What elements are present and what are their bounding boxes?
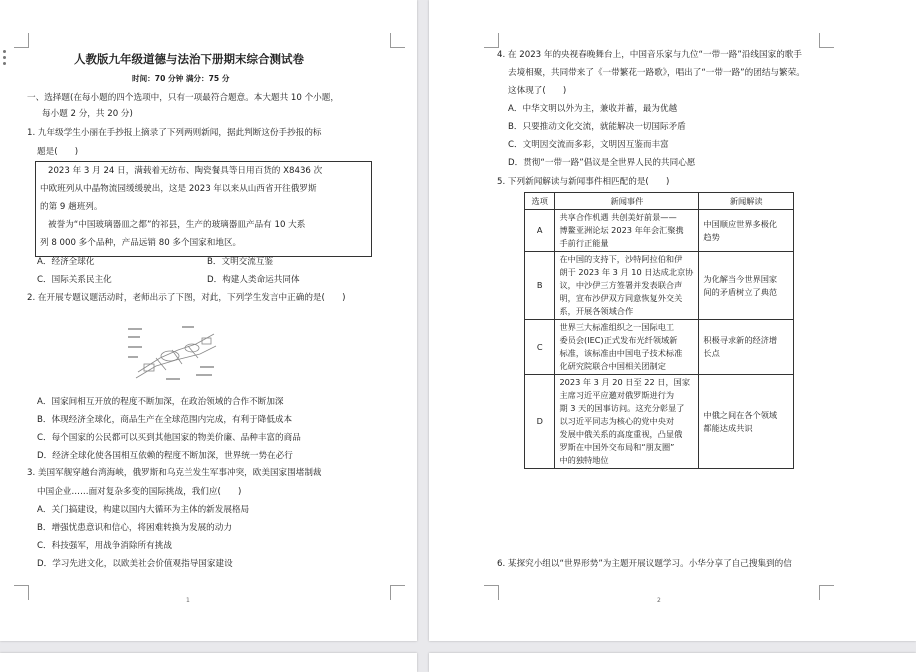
cell-line: 明，宣布沙伊双方同意恢复外交关 <box>559 293 683 303</box>
table-row <box>525 375 794 469</box>
question-1-stem: 1. 九年级学生小丽在手抄报上摘录了下列两则新闻，据此判断这份手抄报的标 <box>27 128 322 138</box>
document-page-2 <box>429 0 916 641</box>
cell-line: 标准，该标准由中国电子技术标准 <box>559 348 683 358</box>
q1-option-b: B．文明交流互鉴 <box>207 257 274 267</box>
cell-line: 长点 <box>703 348 720 358</box>
cell-line: 中国顺应世界多极化 <box>703 218 778 229</box>
cell-line: 罗斯在中国外交布局和“朋友圈” <box>559 442 675 452</box>
news-reading-cell <box>699 320 794 375</box>
column-header: 新闻解读 <box>699 193 794 210</box>
cell-line: 手前行正能量 <box>559 238 609 248</box>
crop-mark <box>484 33 499 48</box>
news-event-cell <box>555 252 699 320</box>
q1-option-c: C．国际关系民主化 <box>37 275 112 285</box>
crop-mark <box>14 33 29 48</box>
cell-line: 世界三大标准组织之一国际电工 <box>559 322 675 332</box>
question-2-stem: 2. 在开展专题议题活动时，老师出示了下图，对此，下列学生发言中正确的是( ) <box>27 293 346 303</box>
news-line: 的第 9 趟班列。 <box>40 202 103 212</box>
cell-line: 都能达成共识 <box>703 422 753 433</box>
question-4-stem: 4. 在 2023 年的央视春晚舞台上，中国音乐家与九位“一带一路”沿线国家的歌手 <box>497 50 802 60</box>
crop-mark <box>390 585 405 600</box>
q2-option-c: C．每个国家的公民都可以买到其他国家的物美价廉、品种丰富的商品 <box>37 433 301 443</box>
crop-mark <box>484 585 499 600</box>
q3-option-a: A．关门搞建设，构建以国内大循环为主体的新发展格局 <box>37 505 250 515</box>
q3-option-c: C．科技强军，用战争消除所有挑战 <box>37 541 172 551</box>
option-label: C <box>525 320 555 375</box>
table-header-row <box>525 193 794 210</box>
page-number: 1 <box>186 597 190 604</box>
cell-line: 为化解当今世界国家 <box>703 273 778 284</box>
option-label: B <box>525 252 555 320</box>
cell-line: 主席习近平应邀对俄罗斯进行为 <box>559 390 675 400</box>
question-3-stem-cont: 中国企业……面对复杂多变的国际挑战，我们应( ) <box>37 487 242 497</box>
option-label: A <box>525 210 555 252</box>
q2-option-a: A．国家间相互开放的程度不断加深，在政治领域的合作不断加深 <box>37 397 284 407</box>
news-line: 列 8 000 多个品种，产品远销 80 多个国家和地区。 <box>40 238 242 248</box>
cell-line: 系，开展各领域合作 <box>559 306 634 316</box>
news-line: 2023 年 3 月 24 日，满载着无纺布、陶瓷餐具等日用百货的 X8436 次 <box>48 166 323 176</box>
page-number: 2 <box>657 597 661 604</box>
cell-line: 发展中俄关系的高度重视，凸显俄 <box>559 429 683 439</box>
document-page-3-preview <box>0 653 417 672</box>
q4-option-d: D．贯彻“一带一路”倡议是全世界人民的共同心愿 <box>508 158 696 168</box>
question-3-stem: 3. 美国军舰穿越台湾海峡，俄罗斯和乌克兰发生军事冲突，欧美国家围堵制裁 <box>27 468 322 478</box>
crop-mark <box>819 33 834 48</box>
document-title: 人教版九年级道德与法治下册期末综合测试卷 <box>74 52 304 66</box>
crop-mark <box>819 585 834 600</box>
cell-line: 共享合作机遇 共创美好前景—— <box>559 212 677 222</box>
cell-line: 趋势 <box>703 231 720 242</box>
q1-option-d: D．构建人类命运共同体 <box>207 275 300 285</box>
document-page-1 <box>0 0 417 641</box>
news-line: 中欧班列从中晶物流园缓缓驶出，这是 2023 年以来从山西省开往俄罗斯 <box>40 184 317 194</box>
cell-line: 在中国的支持下，沙特阿拉伯和伊 <box>559 254 683 264</box>
question-5-stem: 5. 下列新闻解读与新闻事件相匹配的是( ) <box>497 177 670 187</box>
drag-handle-icon[interactable] <box>3 50 6 68</box>
news-matching-table <box>524 192 794 469</box>
q3-option-b: B．增强忧患意识和信心，将困难转换为发展的动力 <box>37 523 232 533</box>
q2-option-b: B．体现经济全球化，商品生产在全球范围内完成，有利于降低成本 <box>37 415 293 425</box>
crop-mark <box>14 585 29 600</box>
cell-line: 委员会(IEC)正式发布光纤领域新 <box>559 335 678 345</box>
question-6-stem: 6. 某探究小组以“世界形势”为主题开展议题学习。小华分享了自己搜集到的信 <box>497 559 792 569</box>
news-event-cell <box>555 210 699 252</box>
news-excerpt-box <box>35 161 372 257</box>
news-reading-cell <box>699 375 794 469</box>
news-reading-cell <box>699 210 794 252</box>
global-production-diagram <box>126 320 222 386</box>
question-4-stem-cont: 这体现了( ) <box>508 86 567 96</box>
exam-time-score: 时间：70 分钟 满分：75 分 <box>132 74 230 83</box>
cell-line: 期 3 天的国事访问。这充分彰显了 <box>559 403 685 413</box>
column-header: 新闻事件 <box>555 193 699 210</box>
section-header: 一、选择题(在每小题的四个选项中，只有一项最符合题意。本大题共 10 个小题， <box>27 93 339 103</box>
cell-line: 朗于 2023 年 3 月 10 日达成北京协 <box>559 267 694 277</box>
question-4-stem-cont: 去境相聚，共同带来了《一带繁花一路歌》，唱出了“一带一路”的团结与繁荣。 <box>508 68 805 78</box>
table-row <box>525 320 794 375</box>
cell-line: 议，中沙伊三方签署并发表联合声 <box>559 280 683 290</box>
q4-option-a: A．中华文明以外为主，兼收并蓄，最为优越 <box>508 104 678 114</box>
table-row <box>525 210 794 252</box>
q1-option-a: A．经济全球化 <box>37 257 95 267</box>
news-line: 被誉为“中国玻璃器皿之都”的祁县，生产的玻璃器皿产品有 10 大系 <box>48 220 306 230</box>
option-label: D <box>525 375 555 469</box>
cell-line: 以习近平同志为核心的党中央对 <box>559 416 675 426</box>
news-event-cell <box>555 320 699 375</box>
q3-option-d: D．学习先进文化，以欧美社会价值观指导国家建设 <box>37 559 233 569</box>
cell-line: 博鳌亚洲论坛 2023 年年会汇聚携 <box>559 225 684 235</box>
news-event-cell <box>555 375 699 469</box>
q4-option-c: C．文明因交流而多彩，文明因互鉴而丰富 <box>508 140 669 150</box>
document-page-4-preview <box>429 653 916 672</box>
cell-line: 中的独特地位 <box>559 455 609 465</box>
q2-option-d: D．经济全球化使各国相互依赖的程度不断加深，世界统一势在必行 <box>37 451 293 461</box>
cell-line: 化研究院联合中国相关团制定 <box>559 361 666 371</box>
crop-mark <box>390 33 405 48</box>
cell-line: 间的矛盾树立了典范 <box>703 286 778 297</box>
cell-line: 2023 年 3 月 20 日至 22 日，国家 <box>559 377 691 387</box>
q4-option-b: B．只要推动文化交流，就能解决一切国际矛盾 <box>508 122 686 132</box>
question-1-stem-cont: 题是( ) <box>37 147 79 157</box>
cell-line: 中俄之间在各个领域 <box>703 409 778 420</box>
news-reading-cell <box>699 252 794 320</box>
cell-line: 积极寻求新的经济增 <box>703 335 778 345</box>
table-row <box>525 252 794 320</box>
column-header: 选项 <box>525 193 555 210</box>
section-header-cont: 每小题 2 分，共 20 分) <box>42 109 133 119</box>
